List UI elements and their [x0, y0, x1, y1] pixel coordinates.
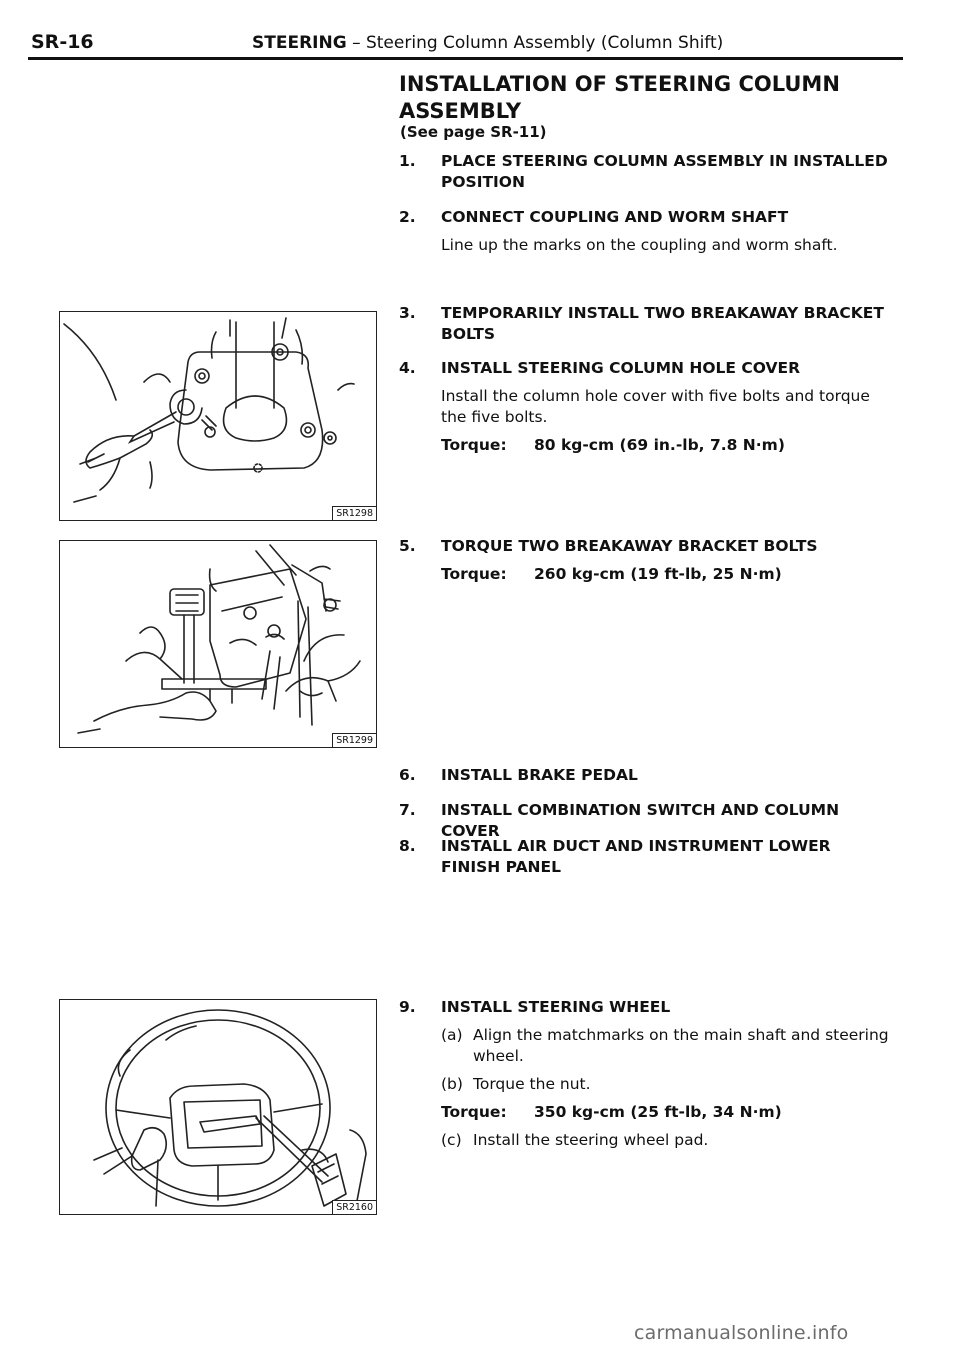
figure-breakaway-bracket — [59, 540, 377, 748]
substep-text: Install the steering wheel pad. — [473, 1131, 709, 1149]
header-section-name: STEERING — [252, 33, 347, 53]
substep-text: Align the matchmarks on the main shaft and steering wheel. — [473, 1026, 889, 1065]
header-rule — [28, 57, 903, 60]
step-number: 3. — [399, 304, 416, 322]
step-8 — [399, 836, 889, 878]
step-number: 1. — [399, 152, 416, 170]
step-heading: TORQUE TWO BREAKAWAY BRACKET BOLTS — [441, 537, 818, 555]
step-3 — [399, 303, 889, 345]
step-5 — [399, 536, 889, 585]
substep-label: (c) — [441, 1131, 462, 1149]
section-title: INSTALLATION OF STEERING COLUMN ASSEMBLY — [399, 72, 840, 123]
figure-steering-wheel — [59, 999, 377, 1215]
substep-text: Torque the nut. — [473, 1075, 591, 1093]
step-text: Line up the marks on the coupling and worm shaft. — [441, 236, 838, 254]
torque-label: Torque: — [441, 436, 507, 454]
figure-code: SR1298 — [332, 506, 376, 520]
substep-a — [441, 1025, 889, 1067]
illustration-hole-cover — [60, 312, 376, 520]
step-6 — [399, 765, 889, 786]
illustration-bracket-bolts — [60, 541, 376, 747]
step-number: 5. — [399, 537, 416, 555]
header-section-subtitle: – Steering Column Assembly (Column Shift) — [346, 33, 724, 53]
torque-value: 350 kg-cm (25 ft-lb, 34 N·m) — [534, 1103, 782, 1121]
step-heading: INSTALL STEERING WHEEL — [441, 998, 671, 1016]
illustration-steering-wheel — [60, 1000, 376, 1214]
torque-label: Torque: — [441, 565, 507, 583]
substep-label: (b) — [441, 1075, 463, 1093]
step-heading: PLACE STEERING COLUMN ASSEMBLY IN INSTALLED POSITION — [441, 152, 888, 191]
torque-spec — [441, 564, 889, 585]
torque-value: 260 kg-cm (19 ft-lb, 25 N·m) — [534, 565, 782, 583]
figure-code: SR2160 — [332, 1200, 376, 1214]
watermark: carmanualsonline.info — [634, 1322, 849, 1344]
substep-c — [441, 1130, 889, 1151]
step-heading: INSTALL BRAKE PEDAL — [441, 766, 638, 784]
step-2 — [399, 207, 889, 256]
step-number: 4. — [399, 359, 416, 377]
torque-value: 80 kg-cm (69 in.-lb, 7.8 N·m) — [534, 436, 785, 454]
step-1 — [399, 151, 889, 193]
step-heading: INSTALL COMBINATION SWITCH AND COLUMN COVER — [441, 801, 840, 840]
step-heading: INSTALL STEERING COLUMN HOLE COVER — [441, 359, 801, 377]
figure-code: SR1299 — [332, 733, 376, 747]
step-number: 6. — [399, 766, 416, 784]
see-page-reference: (See page SR-11) — [400, 123, 547, 141]
header-title — [252, 33, 723, 53]
step-number: 7. — [399, 801, 416, 819]
step-heading: TEMPORARILY INSTALL TWO BREAKAWAY BRACKET BOLTS — [441, 304, 884, 343]
figure-column-hole-cover — [59, 311, 377, 521]
page-id: SR-16 — [31, 31, 94, 53]
step-text: Install the column hole cover with five bolts and torque the five bolts. — [441, 387, 870, 426]
torque-spec — [441, 1102, 889, 1123]
substep-label: (a) — [441, 1026, 463, 1044]
step-number: 2. — [399, 208, 416, 226]
torque-spec — [441, 435, 889, 456]
step-number: 9. — [399, 998, 416, 1016]
step-heading: INSTALL AIR DUCT AND INSTRUMENT LOWER FINISH PANEL — [441, 837, 831, 876]
step-number: 8. — [399, 837, 416, 855]
torque-label: Torque: — [441, 1103, 507, 1121]
substep-b — [441, 1074, 889, 1095]
step-4 — [399, 358, 889, 456]
step-heading: CONNECT COUPLING AND WORM SHAFT — [441, 208, 789, 226]
step-9 — [399, 997, 889, 1151]
